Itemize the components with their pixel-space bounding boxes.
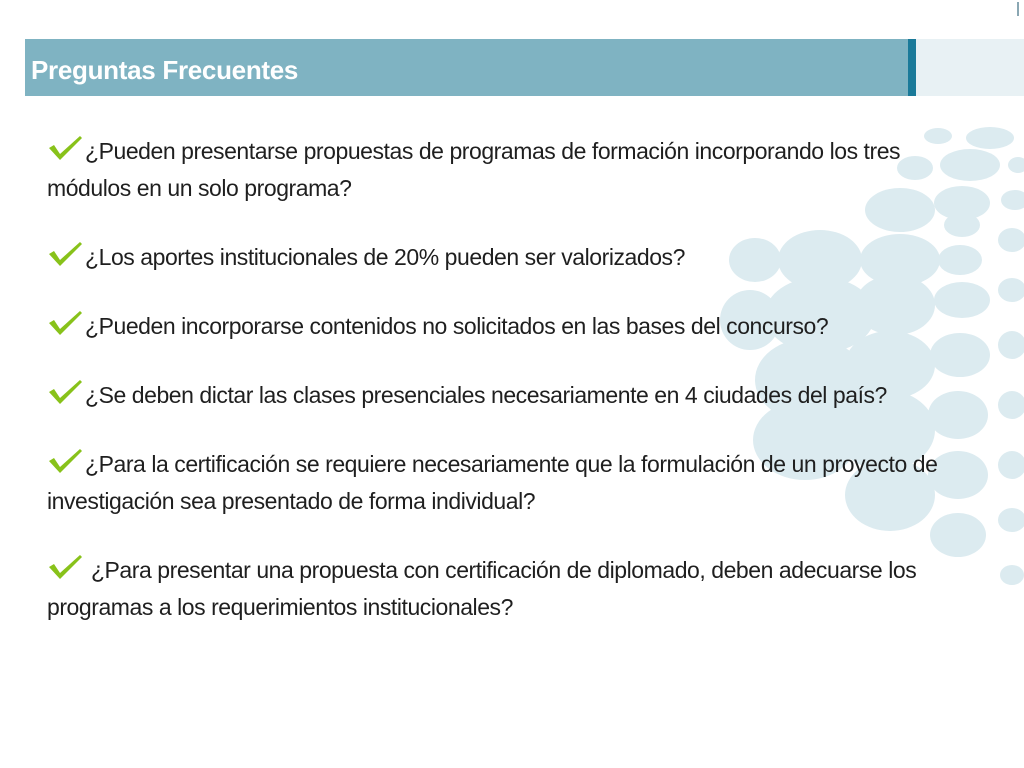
checkmark-icon xyxy=(47,241,83,267)
faq-list xyxy=(47,133,952,626)
faq-question-1 xyxy=(47,133,952,207)
faq-question-text: ¿Para presentar una propuesta con certificación de diplomado, deben adecuarse los programas a los requerimientos institucionales? xyxy=(47,557,917,620)
checkmark-icon xyxy=(47,135,83,161)
faq-question-3 xyxy=(47,308,952,345)
faq-question-6 xyxy=(47,552,952,626)
checkmark-icon xyxy=(47,554,83,580)
checkmark-icon xyxy=(47,310,83,336)
title-bar-accent xyxy=(908,39,916,96)
checkmark-icon xyxy=(47,448,83,474)
title-bar-tail xyxy=(916,39,1024,96)
faq-question-text: ¿Pueden incorporarse contenidos no solicitados en las bases del concurso? xyxy=(85,313,829,339)
faq-question-text: ¿Para la certificación se requiere necesariamente que la formulación de un proyecto de investigación sea presentado de forma individual? xyxy=(47,451,938,514)
faq-question-4 xyxy=(47,377,952,414)
corner-mark xyxy=(1017,2,1019,16)
faq-question-text: ¿Se deben dictar las clases presenciales necesariamente en 4 ciudades del país? xyxy=(85,382,887,408)
faq-question-text: ¿Pueden presentarse propuestas de programas de formación incorporando los tres módulos en un solo programa? xyxy=(47,138,901,201)
faq-question-2 xyxy=(47,239,952,276)
checkmark-icon xyxy=(47,379,83,405)
faq-question-text: ¿Los aportes institucionales de 20% pueden ser valorizados? xyxy=(85,244,685,270)
slide-title: Preguntas Frecuentes xyxy=(31,55,299,85)
faq-question-5 xyxy=(47,446,952,520)
